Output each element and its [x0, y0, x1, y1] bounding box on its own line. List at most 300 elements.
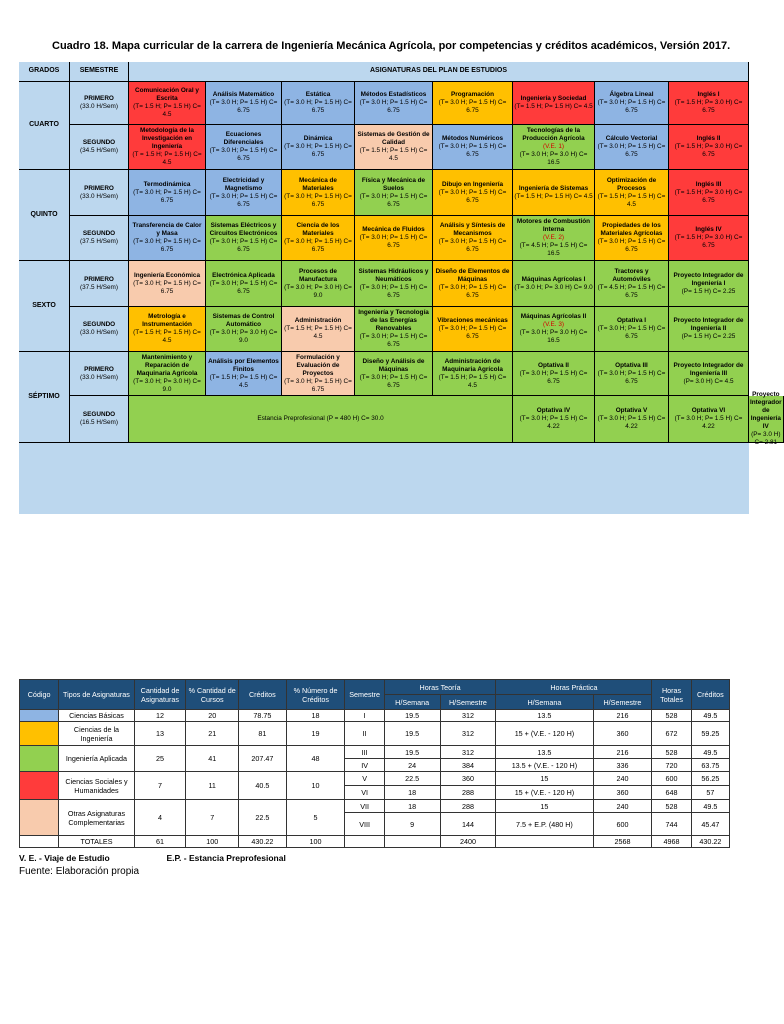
subject-cell: [206, 216, 282, 261]
subject-name: Diseño y Análisis de Máquinas: [362, 357, 425, 373]
subject-cell: [355, 125, 433, 170]
grado-label: SEXTO: [32, 301, 56, 309]
semester-numeral: V: [345, 772, 384, 786]
type-cantidad: 7: [134, 772, 186, 800]
subject-info: (T= 3.0 H; P= 1.5 H) C= 6.75: [209, 99, 278, 114]
header-horas-totales: Horas Totales: [652, 680, 691, 710]
subject-info: (T= 3.0 H; P= 3.0 H) C= 16.5: [519, 329, 588, 344]
subject-name: Ingeniería y Sociedad: [520, 95, 587, 102]
subject-info: (T= 3.0 H; P= 1.5 H) C= 6.75: [284, 192, 352, 208]
subject-name: Optativa VI: [691, 407, 726, 414]
subject-cell: [513, 125, 595, 170]
subject-ve: (V.E. 2): [542, 234, 565, 241]
semester-hours: (37.5 H/Sem): [79, 238, 118, 245]
semester-numeral: IV: [345, 759, 384, 772]
type-pct-creditos: 10: [286, 772, 345, 800]
subject-info: (T= 1.5 H; P= 1.5 H) C= 4.5: [359, 147, 428, 162]
subject-name: Administración: [294, 317, 342, 324]
notes: [19, 853, 286, 863]
subject-cell: [206, 307, 282, 352]
totals-creditos-2: 430.22: [691, 836, 729, 848]
ht-semana: 9: [384, 813, 440, 836]
subject-name: Álgebra Lineal: [609, 91, 654, 98]
subject-name: Sistemas Eléctricos y Circuitos Electrónicos: [209, 222, 278, 237]
subject-info: (T= 3.0 H; P= 1.5 H) C= 6.75: [597, 325, 666, 340]
subject-cell: [513, 396, 595, 443]
subject-name: Electricidad y Magnetismo: [222, 176, 265, 192]
subject-cell: [669, 352, 749, 396]
subject-name: Motores de Combustión Interna: [516, 218, 591, 233]
subject-info: (T = 1.5 H; P= 1.5 H) C= 4.5: [132, 151, 202, 166]
semester-label: PRIMERO: [84, 365, 114, 373]
type-creditos: 78.75: [239, 710, 287, 722]
subject-cell: [206, 82, 282, 125]
grado-cell: [19, 352, 70, 443]
type-pct-creditos: 19: [286, 722, 345, 746]
semester-creditos: 49.5: [691, 710, 729, 722]
header-hp-semestre: H/Semestre: [593, 695, 652, 710]
semester-creditos: 49.5: [691, 800, 729, 813]
subject-cell: [129, 82, 206, 125]
subject-cell: [129, 261, 206, 307]
subject-name: Procesos de Manufactura: [298, 267, 337, 283]
subject-info: (T= 3.0 H; P= 1.5 H) C= 6.75: [284, 143, 352, 158]
subject-info: (T= 1.5 H; P= 3.0 H) C= 6.75: [674, 188, 743, 204]
semester-label: PRIMERO: [84, 275, 114, 283]
horas-totales: 528: [652, 710, 691, 722]
subject-name: Análisis por Elementos Finitos: [208, 357, 279, 373]
subject-name: Optativa I: [616, 317, 647, 324]
type-creditos: 22.5: [239, 800, 287, 836]
horas-totales: 744: [652, 813, 691, 836]
subject-cell: [206, 261, 282, 307]
subject-name: Optativa II: [538, 361, 569, 369]
subject-cell: [595, 82, 669, 125]
subject-name: Proyecto Integrador de Ingeniería III: [673, 361, 744, 377]
subject-cell: [282, 352, 355, 396]
subject-cell: [669, 170, 749, 216]
subject-cell: [282, 307, 355, 352]
horas-totales: 600: [652, 772, 691, 786]
semester-creditos: 57: [691, 786, 729, 800]
subject-cell: [595, 125, 669, 170]
subject-cell: [595, 396, 669, 443]
page-title: Cuadro 18. Mapa curricular de la carrera de Ingeniería Mecánica Agrícola, por competencias y créditos académicos, Versión 2017.: [52, 40, 731, 52]
hp-semestre: 360: [593, 786, 652, 800]
subject-info: (T= 1.5 H; P= 1.5 H) C= 4.5: [284, 325, 352, 340]
semester-hours: (33.0 H/Sem): [79, 373, 118, 381]
hp-semana: 13.5 + (V.E. - 120 H): [496, 759, 593, 772]
hp-semana: 13.5: [496, 710, 593, 722]
subject-info: (T= 1.5 H; P= 3.0 H) C= 6.75: [674, 234, 743, 249]
subject-name: Mantenimiento y Reparación de Maquinaria Agrícola: [136, 353, 198, 377]
subject-cell: [669, 396, 749, 443]
subject-name: Ecuaciones Diferenciales: [223, 131, 264, 146]
subject-name: Estática: [305, 91, 331, 98]
subject-info: (T= 3.0 H; P= 3.0 H) C= 9.0: [284, 283, 352, 299]
subject-cell: [669, 261, 749, 307]
subject-info: (T= 1.5 H; P= 1.5 H) C= 4.5: [597, 192, 666, 208]
subject-name: Diseño de Elementos de Máquinas: [435, 267, 510, 283]
subject-name: Optimización de Procesos: [606, 176, 657, 192]
ht-semana: 24: [384, 759, 440, 772]
type-cantidad: 4: [134, 800, 186, 836]
source-note: Fuente: Elaboración propia: [19, 866, 140, 877]
subject-name: Mecánica de Fluidos: [362, 226, 425, 233]
subject-cell: [669, 82, 749, 125]
subject-info: (T= 3.0 H; P= 1.5 H) C= 6.75: [284, 377, 352, 393]
subject-name: Física y Mecánica de Suelos: [361, 176, 426, 192]
subject-info: (T= 3.0 H; P= 1.5 H) C= 6.75: [284, 238, 352, 253]
subject-cell: [433, 216, 513, 261]
subject-name: Tractores y Automóviles: [612, 267, 651, 283]
subject-info: (P= 3.0 H) C= 2.81: [751, 431, 781, 446]
hp-semestre: 240: [593, 800, 652, 813]
subject-name: Inglés IV: [695, 226, 722, 233]
subject-cell: [129, 170, 206, 216]
header-creditos: Créditos: [239, 680, 287, 710]
semester-creditos: 59.25: [691, 722, 729, 746]
subject-cell: [595, 352, 669, 396]
semester-creditos: 49.5: [691, 746, 729, 759]
hp-semestre: 216: [593, 710, 652, 722]
semester-numeral: II: [345, 722, 384, 746]
semester-label: PRIMERO: [84, 184, 114, 192]
grado-cell: [19, 170, 70, 261]
subject-info: (T= 3.0 H; P= 3.0 H) C= 9.0: [133, 377, 201, 393]
horas-totales: 720: [652, 759, 691, 772]
semester-numeral: I: [345, 710, 384, 722]
type-pct-creditos: 18: [286, 710, 345, 722]
semester-numeral: VI: [345, 786, 384, 800]
subject-info: (T= 3.0 H; P= 1.5 H) C= 6.75: [359, 192, 428, 208]
subject-name: Proyecto Integrador de Ingeniería I: [673, 271, 744, 287]
semester-cell: [70, 307, 129, 352]
subject-cell: [355, 216, 433, 261]
curriculum-map: [19, 62, 782, 514]
type-name: Otras Asignaturas Complementarias: [59, 800, 134, 836]
subject-name: Sistemas de Gestión de Calidad: [357, 131, 430, 146]
subject-info: (T= 1.5 H; P= 1.5 H) C= 4.5: [133, 329, 201, 344]
summary-table: [19, 679, 730, 848]
subject-name: Inglés I: [697, 91, 720, 98]
ht-semana: 18: [384, 786, 440, 800]
subject-name: Máquinas Agrícolas I: [521, 275, 586, 283]
subject-cell: [355, 82, 433, 125]
type-name: Ciencias Básicas: [59, 710, 134, 722]
subject-cell: [433, 82, 513, 125]
ht-semestre: 288: [440, 786, 496, 800]
header-tipos: Tipos de Asignaturas: [59, 680, 134, 710]
subject-info: (T= 3.0 H; P= 1.5 H) C= 6.75: [438, 283, 507, 299]
subject-name: Sistemas Hidráulicos y Neumáticos: [358, 267, 429, 283]
header-creditos-2: Créditos: [691, 680, 729, 710]
ht-semestre: 384: [440, 759, 496, 772]
header-hp-semana: H/Semana: [496, 695, 593, 710]
subject-name: Optativa III: [615, 361, 648, 369]
subject-name: Tecnologías de la Producción Agrícola: [522, 127, 585, 142]
subject-name: Ingeniería Económica: [133, 271, 201, 279]
category-swatch: [20, 800, 59, 836]
hp-semana: 15: [496, 800, 593, 813]
hp-semestre: 240: [593, 772, 652, 786]
semester-hours: (33.0 H/Sem): [79, 192, 118, 200]
hp-semana: 13.5: [496, 746, 593, 759]
subject-info: (T= 1.5 H; P= 3.0 H) C= 6.75: [674, 99, 743, 114]
semester-cell: [70, 396, 129, 443]
ht-semana: 19.5: [384, 710, 440, 722]
subject-info: (T= 3.0 H; P= 1.5 H) C= 6.75: [209, 279, 278, 295]
type-pct-cantidad: 11: [186, 772, 239, 800]
subject-name: Análisis Matemático: [212, 91, 275, 98]
subject-info: (T= 1.5 H; P= 1.5 H) C= 4.5: [514, 192, 593, 200]
header-semestres-label: SEMESTRE: [79, 67, 119, 75]
note-ve: V. E. - Viaje de Estudio: [19, 853, 110, 863]
header-horas-teoria: Horas Teoría: [384, 680, 496, 695]
subject-name: Inglés II: [696, 135, 721, 142]
semester-label: PRIMERO: [84, 95, 114, 102]
subject-name: Propiedades de los Materiales Agrícolas: [600, 222, 663, 237]
subject-cell: [595, 261, 669, 307]
type-cantidad: 13: [134, 722, 186, 746]
subject-ve: (V.E. 1): [542, 143, 565, 150]
subject-info: (T= 3.0 H; P= 3.0 H) C= 16.5: [519, 151, 588, 166]
subject-cell: [595, 307, 669, 352]
subject-info: (T= 3.0 H; P= 1.5 H) C= 4.22: [519, 415, 588, 430]
subject-name: Metrología e Instrumentación: [142, 313, 192, 328]
subject-info: (T= 3.0 H; P= 1.5 H) C= 6.75: [519, 369, 588, 385]
ht-semana: 18: [384, 800, 440, 813]
subject-cell: [513, 261, 595, 307]
subject-info: (T= 3.0 H; P= 1.5 H) C= 6.75: [209, 147, 278, 162]
table-row: [20, 772, 730, 786]
subject-info: (T= 4.5 H; P= 1.5 H) C= 16.5: [519, 242, 588, 257]
header-ht-semana: H/Semana: [384, 695, 440, 710]
subject-name: Análisis y Síntesis de Mecanismos: [439, 222, 506, 237]
category-swatch: [20, 746, 59, 772]
type-creditos: 40.5: [239, 772, 287, 800]
subject-info: (T= 3.0 H; P= 1.5 H) C= 6.75: [597, 238, 666, 253]
header-pct-creditos: % Número de Créditos: [286, 680, 345, 710]
subject-name: Proyecto Integrador de Ingeniería II: [673, 317, 744, 332]
subject-name: Termodinámica: [143, 180, 191, 188]
totals-label: TOTALES: [59, 836, 134, 848]
type-cantidad: 12: [134, 710, 186, 722]
type-creditos: 207.47: [239, 746, 287, 772]
subject-cell: [206, 125, 282, 170]
subject-info: (T= 3.0 H; P= 1.5 H) C= 6.75: [359, 373, 428, 389]
header-ht-semestre: H/Semestre: [440, 695, 496, 710]
table-row: [20, 746, 730, 759]
subject-name: Optativa IV: [536, 407, 571, 414]
subject-cell: [433, 125, 513, 170]
ht-semestre: 360: [440, 772, 496, 786]
subject-info: (T= 1.5 H; P= 1.5 H) C= 4.5: [133, 103, 201, 118]
header-cantidad: Cantidad de Asignaturas: [134, 680, 186, 710]
horas-totales: 648: [652, 786, 691, 800]
ht-semana: 19.5: [384, 746, 440, 759]
semester-cell: [70, 125, 129, 170]
subject-ve: (V.E. 3): [542, 321, 565, 328]
subject-cell: [433, 261, 513, 307]
subject-info: (T= 3.0 H; P= 1.5 H) C= 4.22: [597, 415, 666, 430]
category-swatch: [20, 710, 59, 722]
subject-info: Estancia Preprofesional (P = 480 H) C= 30.0: [257, 415, 384, 422]
subject-name: Programación: [451, 91, 494, 98]
subject-name: Máquinas Agrícolas II: [520, 313, 587, 320]
hp-semestre: 600: [593, 813, 652, 836]
subject-info: (T= 3.0 H; P= 1.5 H) C= 6.75: [438, 325, 507, 340]
subject-name: Formulación y Evaluación de Proyectos: [296, 353, 340, 377]
header-semestre: Semestre: [345, 680, 384, 710]
subject-info: (T= 3.0 H; P= 1.5 H) C= 4.22: [674, 415, 743, 430]
subject-cell: [513, 352, 595, 396]
semester-numeral: VIII: [345, 813, 384, 836]
subject-name: Métodos Numéricos: [441, 135, 504, 142]
subject-info: (T= 3.0 H; P= 1.5 H) C= 6.75: [133, 238, 201, 253]
ht-semestre: 312: [440, 722, 496, 746]
subject-cell: [355, 307, 433, 352]
ht-semana: 22.5: [384, 772, 440, 786]
subject-name: Cálculo Vectorial: [605, 135, 658, 142]
subject-name: Administración de Maquinaria Agrícola: [442, 357, 503, 373]
subject-info: (T= 3.0 H; P= 1.5 H) C= 6.75: [284, 99, 352, 114]
subject-cell: [129, 216, 206, 261]
semester-label: SEGUNDO: [82, 230, 116, 237]
semester-hours: (34.5 H/Sem): [79, 147, 118, 154]
header-semestres: [70, 62, 129, 82]
header-horas-practica: Horas Práctica: [496, 680, 652, 695]
subject-cell: [433, 307, 513, 352]
type-pct-cantidad: 41: [186, 746, 239, 772]
grado-label: QUINTO: [30, 210, 58, 218]
subject-name: Sistemas de Control Automático: [212, 313, 275, 328]
subject-name: Metodología de la Investigación en Ingeniería: [140, 127, 194, 150]
hp-semana: 7.5 + E.P. (480 H): [496, 813, 593, 836]
subject-cell: [206, 170, 282, 216]
subject-cell: [513, 307, 595, 352]
subject-name: Dinámica: [303, 135, 333, 142]
hp-semestre: 360: [593, 722, 652, 746]
header-codigo: Código: [20, 680, 59, 710]
subject-cell: [595, 170, 669, 216]
table-row: [20, 710, 730, 722]
semester-cell: [70, 261, 129, 307]
totals-semestre-blank: [345, 836, 384, 848]
semester-creditos: 45.47: [691, 813, 729, 836]
hp-semana: 15: [496, 772, 593, 786]
horas-totales: 528: [652, 746, 691, 759]
table-row: [20, 722, 730, 746]
semester-label: SEGUNDO: [82, 411, 116, 418]
subject-name: Transferencia de Calor y Masa: [132, 222, 202, 237]
subject-cell: [282, 125, 355, 170]
subject-info: (T= 3.0 H; P= 1.5 H) C= 6.75: [359, 333, 428, 348]
totals-pct-cantidad: 100: [186, 836, 239, 848]
totals-creditos: 430.22: [239, 836, 287, 848]
totals-ht-semestre: 2400: [440, 836, 496, 848]
ht-semestre: 312: [440, 746, 496, 759]
subject-cell: [282, 82, 355, 125]
header-asignaturas: [129, 62, 749, 82]
type-pct-cantidad: 7: [186, 800, 239, 836]
subject-name: Ingeniería y Tecnología de las Energías Renovables: [358, 309, 429, 332]
subject-info: (T= 3.0 H; P= 1.5 H) C= 6.75: [359, 234, 428, 249]
subject-name: Proyecto Integrador de Ingeniería IV: [750, 391, 782, 430]
subject-info: (T= 1.5 H; P= 1.5 H) C= 4.5: [209, 373, 278, 389]
subject-name: Mecánica de Materiales: [298, 176, 337, 192]
subject-cell: [513, 82, 595, 125]
header-pct-cantidad: % Cantidad de Cursos: [186, 680, 239, 710]
header-grados: [19, 62, 70, 82]
ht-semestre: 288: [440, 800, 496, 813]
subject-name: Vibraciones mecánicas: [437, 317, 508, 324]
type-name: Ciencias de la Ingeniería: [59, 722, 134, 746]
grado-label: SÉPTIMO: [28, 392, 60, 400]
subject-name: Dibujo en Ingeniería: [441, 180, 504, 188]
semester-cell: [70, 82, 129, 125]
semester-creditos: 56.25: [691, 772, 729, 786]
subject-cell: [433, 352, 513, 396]
subject-cell: [129, 396, 513, 443]
grado-cell: [19, 261, 70, 352]
semester-hours: (16.5 H/Sem): [79, 419, 118, 426]
subject-info: (P= 1.5 H) C= 2.25: [681, 287, 736, 295]
subject-cell: [129, 125, 206, 170]
subject-info: (T= 3.0 H; P= 1.5 H) C= 6.75: [438, 238, 507, 253]
totals-horas: 4968: [652, 836, 691, 848]
totals-blank: [20, 836, 59, 848]
subject-info: (T= 3.0 H; P= 1.5 H) C= 6.75: [133, 188, 201, 204]
semester-label: SEGUNDO: [82, 139, 116, 146]
subject-info: (T= 3.0 H; P= 1.5 H) C= 6.75: [438, 99, 507, 114]
subject-info: (T= 3.0 H; P= 1.5 H) C= 6.75: [209, 192, 278, 208]
subject-info: (T= 3.0 H; P= 3.0 H) C= 9.0: [209, 329, 278, 344]
subject-cell: [595, 216, 669, 261]
subject-info: (T= 3.0 H; P= 1.5 H) C= 6.75: [438, 143, 507, 158]
subject-info: (T= 4.5 H; P= 1.5 H) C= 6.75: [597, 283, 666, 299]
subject-cell: [669, 125, 749, 170]
semester-numeral: VII: [345, 800, 384, 813]
type-pct-cantidad: 21: [186, 722, 239, 746]
grado-label: CUARTO: [29, 121, 59, 129]
subject-name: Métodos Estadísticos: [360, 91, 427, 98]
semester-hours: (37.5 H/Sem): [79, 283, 118, 291]
semester-hours: (33.0 H/Sem): [79, 103, 118, 110]
subject-cell: [282, 261, 355, 307]
hp-semana: 15 + (V.E. - 120 H): [496, 722, 593, 746]
hp-semestre: 336: [593, 759, 652, 772]
subject-info: (T= 1.5 H; P= 3.0 H) C= 6.75: [674, 143, 743, 158]
subject-info: (T= 3.0 H; P= 3.0 H) C= 9.0: [514, 283, 593, 291]
semester-cell: [70, 216, 129, 261]
type-creditos: 81: [239, 722, 287, 746]
totals-hp-semana-blank: [496, 836, 593, 848]
subject-name: Ciencia de los Materiales: [296, 222, 340, 237]
ht-semestre: 144: [440, 813, 496, 836]
subject-info: (T= 1.5 H; P= 1.5 H) C= 4.5: [438, 373, 507, 389]
category-swatch: [20, 722, 59, 746]
type-name: Ciencias Sociales y Humanidades: [59, 772, 134, 800]
subject-cell: [669, 307, 749, 352]
subject-info: (T= 1.5 H; P= 1.5 H) C= 4.5: [514, 103, 593, 110]
subject-name: Ingeniería de Sistemas: [518, 184, 589, 192]
ht-semana: 19.5: [384, 722, 440, 746]
horas-totales: 528: [652, 800, 691, 813]
subject-info: (T= 3.0 H; P= 1.5 H) C= 6.75: [597, 369, 666, 385]
subject-info: (T= 3.0 H; P= 1.5 H) C= 6.75: [209, 238, 278, 253]
semester-cell: [70, 352, 129, 396]
